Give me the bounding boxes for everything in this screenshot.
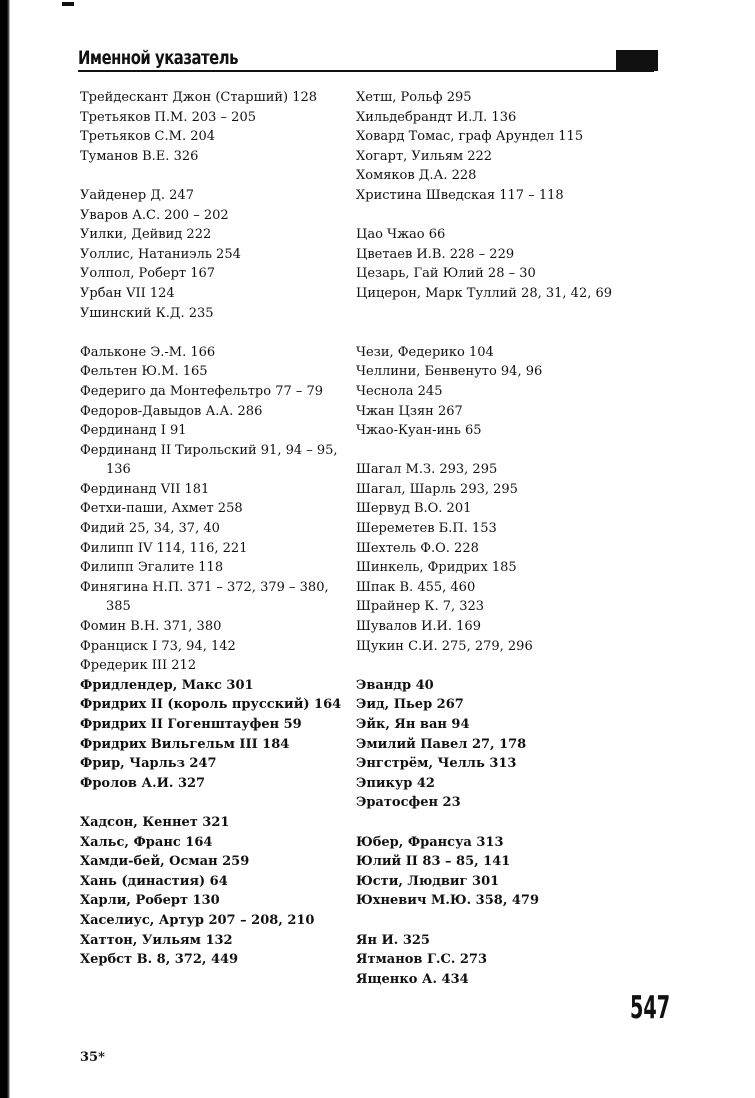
index-entry: Трейдескант Джон (Старший) 128 (80, 90, 318, 105)
index-entry: Эйк, Ян ван 94 (356, 717, 470, 732)
index-entry: Филипп Эгалите 118 (80, 560, 224, 576)
index-entry: Чеснола 245 (356, 383, 443, 399)
index-entry: Эвандр 40 (356, 677, 434, 693)
index-entry: Ян И. 325 (356, 932, 430, 948)
index-entry: Третьяков С.М. 204 (80, 129, 216, 145)
index-entry: Фальконе Э.-М. 166 (80, 344, 216, 360)
index-entry: Энгстрём, Челль 313 (356, 756, 517, 772)
index-entry: Фельтен Ю.М. 165 (80, 364, 208, 380)
index-entry: Шервуд В.О. 201 (356, 501, 472, 517)
index-entry: Щукин С.И. 275, 279, 296 (356, 638, 533, 654)
index-entry: Хань (династия) 64 (80, 873, 228, 889)
index-entry: Филипп IV 114, 116, 221 (80, 540, 248, 556)
index-entry: Шрайнер К. 7, 323 (356, 599, 485, 615)
header-black-block (616, 50, 658, 71)
index-entry: Федериго да Монтефельтро 77 – 79 (80, 383, 324, 399)
index-entry: Уолпол, Роберт 167 (80, 266, 216, 282)
index-entry: Фердинанд VII 181 (80, 481, 210, 497)
index-entry: Ятманов Г.С. 273 (356, 952, 488, 968)
index-entry: Хогарт, Уильям 222 (356, 148, 493, 164)
index-entry: Фридрих Вильгельм III 184 (80, 736, 290, 752)
index-column-right (356, 88, 621, 989)
index-entry: Уоллис, Натаниэль 254 (80, 246, 241, 262)
index-entry: Юбер, Франсуа 313 (356, 834, 504, 850)
index-entry: Шереметев Б.П. 153 (356, 521, 497, 537)
index-entry: Юлий II 83 – 85, 141 (356, 854, 511, 870)
index-entry: Харли, Роберт 130 (80, 893, 220, 909)
scan-edge-mark (62, 2, 74, 6)
index-entry: Эмилий Павел 27, 178 (356, 736, 527, 752)
index-entry: Эпикур 42 (356, 775, 435, 791)
index-entry: Ященко А. 434 (356, 971, 469, 987)
index-entry: Шувалов И.И. 169 (356, 619, 481, 635)
index-entry: Цезарь, Гай Юлий 28 – 30 (356, 266, 536, 282)
index-entry: Цветаев И.В. 228 – 229 (356, 246, 515, 262)
index-entry: Ховард Томас, граф Арундел 115 (356, 129, 584, 145)
index-entry: Хомяков Д.А. 228 (356, 168, 477, 184)
index-entry: Фредерик III 212 (80, 658, 197, 674)
index-entry: Шпак В. 455, 460 (356, 579, 476, 595)
index-entry: Чжао-Куан-инь 65 (356, 423, 482, 439)
index-entry: Третьяков П.М. 203 – 205 (80, 109, 256, 125)
index-entry: Чези, Федерико 104 (356, 344, 494, 360)
index-entry: Чжан Цзян 267 (356, 403, 463, 419)
letter-group-gap (356, 441, 621, 461)
index-entry: Франциск I 73, 94, 142 (80, 638, 236, 654)
index-entry: Фердинанд I 91 (80, 423, 187, 439)
running-header-title: Именной указатель (78, 47, 239, 69)
index-entry: Туманов В.Е. 326 (80, 148, 199, 164)
index-entry: Эид, Пьер 267 (356, 697, 464, 713)
letter-group-gap (356, 656, 621, 676)
index-entry: Шинкель, Фридрих 185 (356, 560, 517, 576)
index-entry: Хальс, Франс 164 (80, 834, 213, 850)
letter-group-gap (80, 323, 345, 343)
page-number: 547 (630, 990, 671, 1026)
book-spine-shadow (0, 0, 10, 1098)
letter-group-gap (356, 813, 621, 833)
printer-signature: 35* (80, 1050, 105, 1065)
index-entry: Фетхи-паши, Ахмет 258 (80, 501, 243, 517)
index-entry: Хербст В. 8, 372, 449 (80, 952, 239, 968)
letter-group-gap (356, 304, 621, 343)
index-entry: Эратосфен 23 (356, 795, 461, 811)
index-entry: Фомин В.Н. 371, 380 (80, 619, 222, 635)
index-entry: Урбан VII 124 (80, 285, 175, 301)
letter-group-gap (80, 793, 345, 813)
letter-group-gap (356, 911, 621, 931)
index-entry: Челлини, Бенвенуто 94, 96 (356, 364, 543, 380)
index-entry: Фридрих II (король прусский) 164 (80, 697, 342, 713)
index-entry: Фердинанд II Тирольский 91, 94 – 95, 136 (80, 442, 342, 478)
index-entry: Хильдебрандт И.Л. 136 (356, 109, 517, 125)
index-entry: Шагал М.З. 293, 295 (356, 462, 498, 478)
index-entry: Уваров А.С. 200 – 202 (80, 207, 229, 223)
index-entry: Христина Шведская 117 – 118 (356, 187, 564, 203)
index-entry: Ушинский К.Д. 235 (80, 305, 214, 321)
index-entry: Юсти, Людвиг 301 (356, 873, 500, 889)
index-entry: Юхневич М.Ю. 358, 479 (356, 893, 540, 909)
index-column-left (80, 88, 345, 970)
index-entry: Федоров-Давыдов А.А. 286 (80, 403, 263, 419)
index-entry: Хамди-бей, Осман 259 (80, 854, 250, 870)
index-entry: Хадсон, Кеннет 321 (80, 814, 230, 830)
index-entry: Шехтель Ф.О. 228 (356, 540, 479, 556)
index-entry: Цицерон, Марк Туллий 28, 31, 42, 69 (356, 285, 613, 301)
index-entry: Хаттон, Уильям 132 (80, 932, 233, 948)
index-entry: Фрир, Чарльз 247 (80, 756, 217, 772)
index-entry: Цао Чжао 66 (356, 227, 446, 243)
index-entry: Фролов А.И. 327 (80, 775, 206, 791)
index-entry: Фридлендер, Макс 301 (80, 677, 254, 693)
index-entry: Фридрих II Гогенштауфен 59 (80, 717, 302, 732)
index-entry: Фидий 25, 34, 37, 40 (80, 521, 220, 537)
letter-group-gap (356, 206, 621, 226)
index-entry: Шагал, Шарль 293, 295 (356, 481, 518, 497)
index-entry: Хаселиус, Артур 207 – 208, 210 (80, 912, 315, 928)
header-rule (78, 70, 654, 72)
index-entry: Финягина Н.П. 371 – 372, 379 – 380, 385 (80, 579, 333, 615)
letter-group-gap (80, 166, 345, 186)
index-entry: Хетш, Рольф 295 (356, 90, 472, 105)
index-entry: Уилки, Дейвид 222 (80, 227, 212, 243)
index-entry: Уайденер Д. 247 (80, 187, 194, 203)
